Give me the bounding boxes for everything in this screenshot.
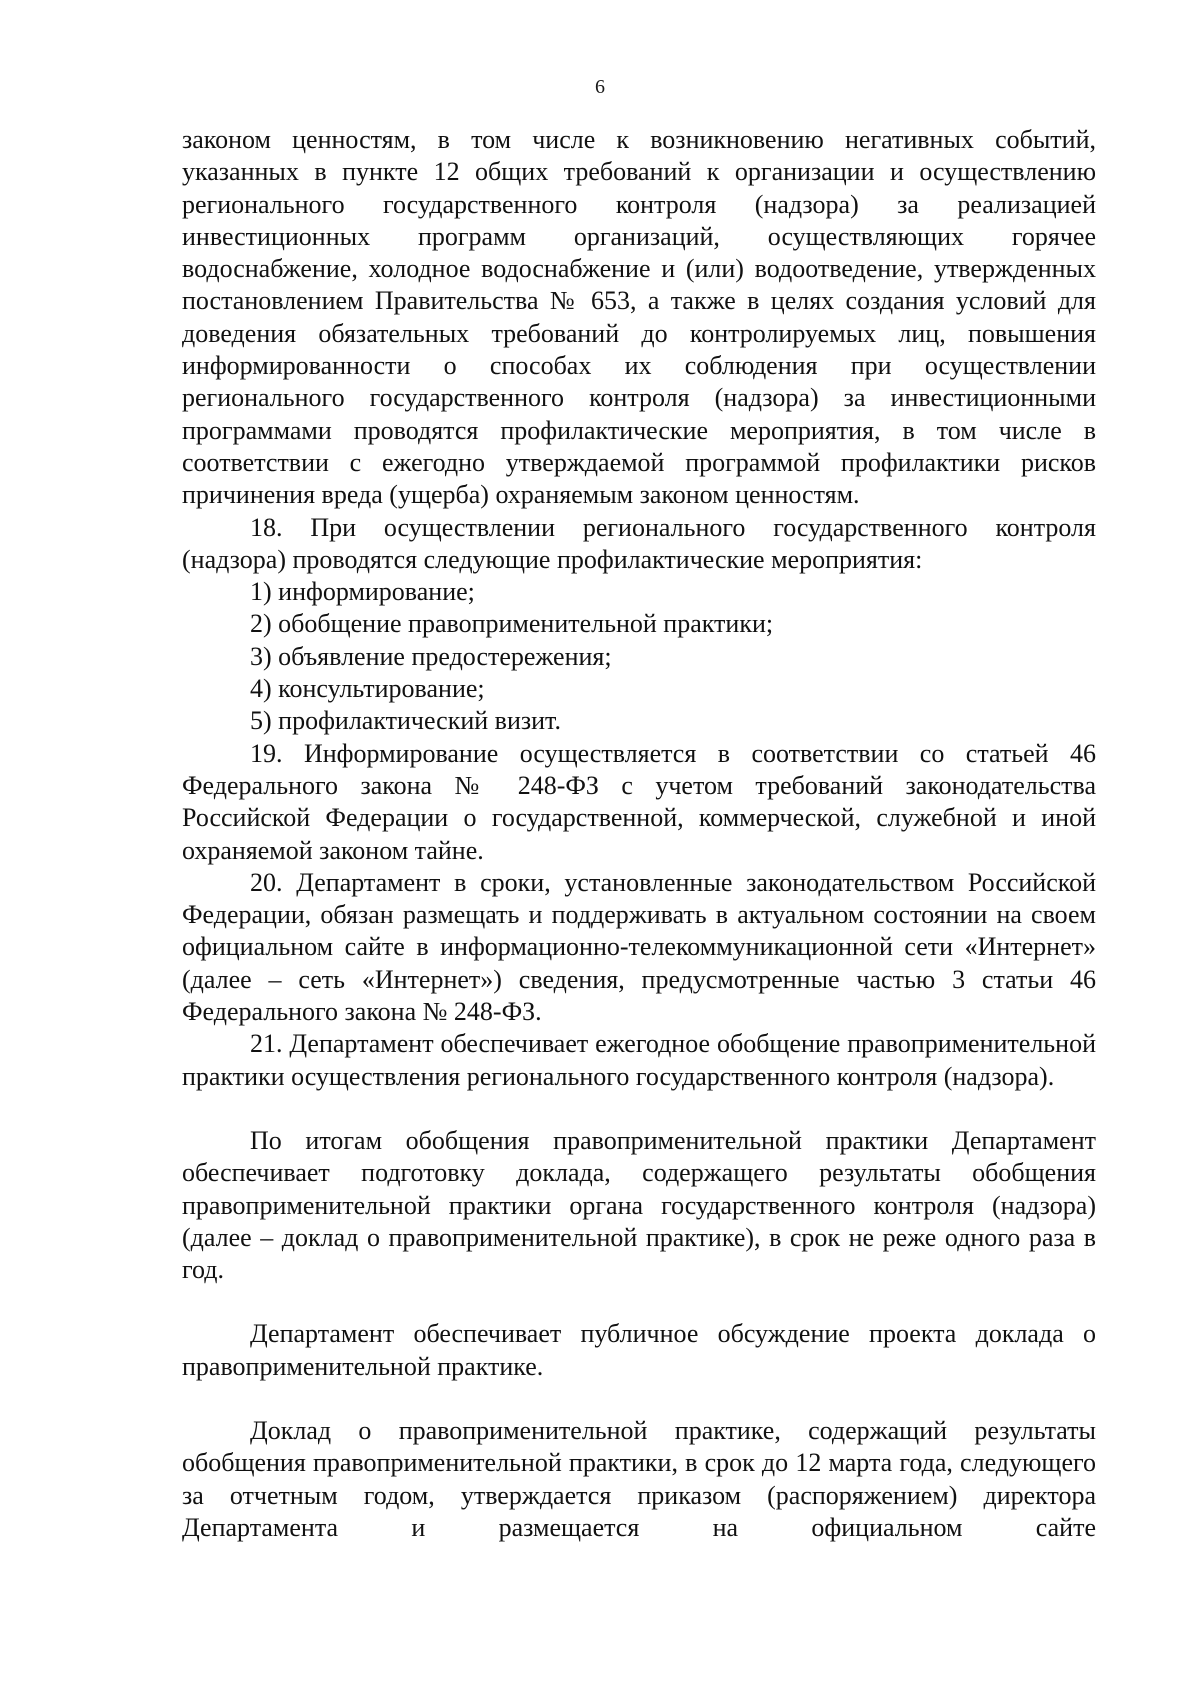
list-item: 2) обобщение правоприменительной практики; — [250, 609, 774, 639]
list-item: 5) профилактический визит. — [250, 706, 561, 736]
page-number: 6 — [595, 76, 605, 98]
paragraph-19: 19. Информирование осуществляется в соответствии со статьей 46 Федерального закона № 248-ФЗ с учетом требований законодательства Российской Федерации о государственной, коммерческой, служебной и иной охраняемой законом тайне. — [182, 738, 1096, 865]
list-item: 3) объявление предостережения; — [250, 641, 612, 671]
paragraph-public-discussion: Департамент обеспечивает публичное обсуждение проекта доклада о правоприменительной практике. — [182, 1319, 1096, 1381]
paragraph-18: 18. При осуществлении регионального государственного контроля (надзора) проводятся следующие профилактические мероприятия: — [182, 512, 1096, 574]
paragraph-20: 20. Департамент в сроки, установленные законодательством Российской Федерации, обязан размещать и поддерживать в актуальном состоянии на своем официальном сайте в информационно-телекоммуникационной сети «Интернет» (далее – сеть «Интернет») сведения, предусмотренные частью 3 статьи 46 Федерального закона № 248-ФЗ. — [182, 867, 1096, 1027]
paragraph-21: 21. Департамент обеспечивает ежегодное обобщение правоприменительной практики осуществления регионального государственного контроля (надзора). — [182, 1029, 1096, 1091]
paragraph-report-summary: По итогам обобщения правоприменительной практики Департамент обеспечивает подготовку доклада, содержащего результаты обобщения правоприменительной практики органа государственного контроля (надзора) (далее – доклад о правоприменительной практике), в срок не реже одного раза в год. — [182, 1125, 1096, 1285]
document-body — [182, 124, 1096, 1544]
list-item: 4) консультирование; — [250, 674, 485, 704]
list-item: 1) информирование; — [250, 577, 475, 607]
paragraph-report-approval: Доклад о правоприменительной практике, содержащий результаты обобщения правоприменительной практики, в срок до 12 марта года, следующего за отчетным годом, утверждается приказом (распоряжением) директора Департамента и размещается на официальном сайте — [182, 1415, 1096, 1542]
paragraph-continuation: законом ценностям, в том числе к возникновению негативных событий, указанных в пункте 12 общих требований к организации и осуществлению регионального государственного контроля (надзора) за реализацией инвестиционных программ организаций, осуществляющих горячее водоснабжение, холодное водоснабжение и (или) водоотведение, утвержденных постановлением Правительства № 653, а также в целях создания условий для доведения обязательных требований до контролируемых лиц, повышения информированности о способах их соблюдения при осуществлении регионального государственного контроля (надзора) за инвестиционными программами проводятся профилактические мероприятия, в том числе в соответствии с ежегодно утверждаемой программой профилактики рисков причинения вреда (ущерба) охраняемым законом ценностям. — [182, 125, 1096, 510]
